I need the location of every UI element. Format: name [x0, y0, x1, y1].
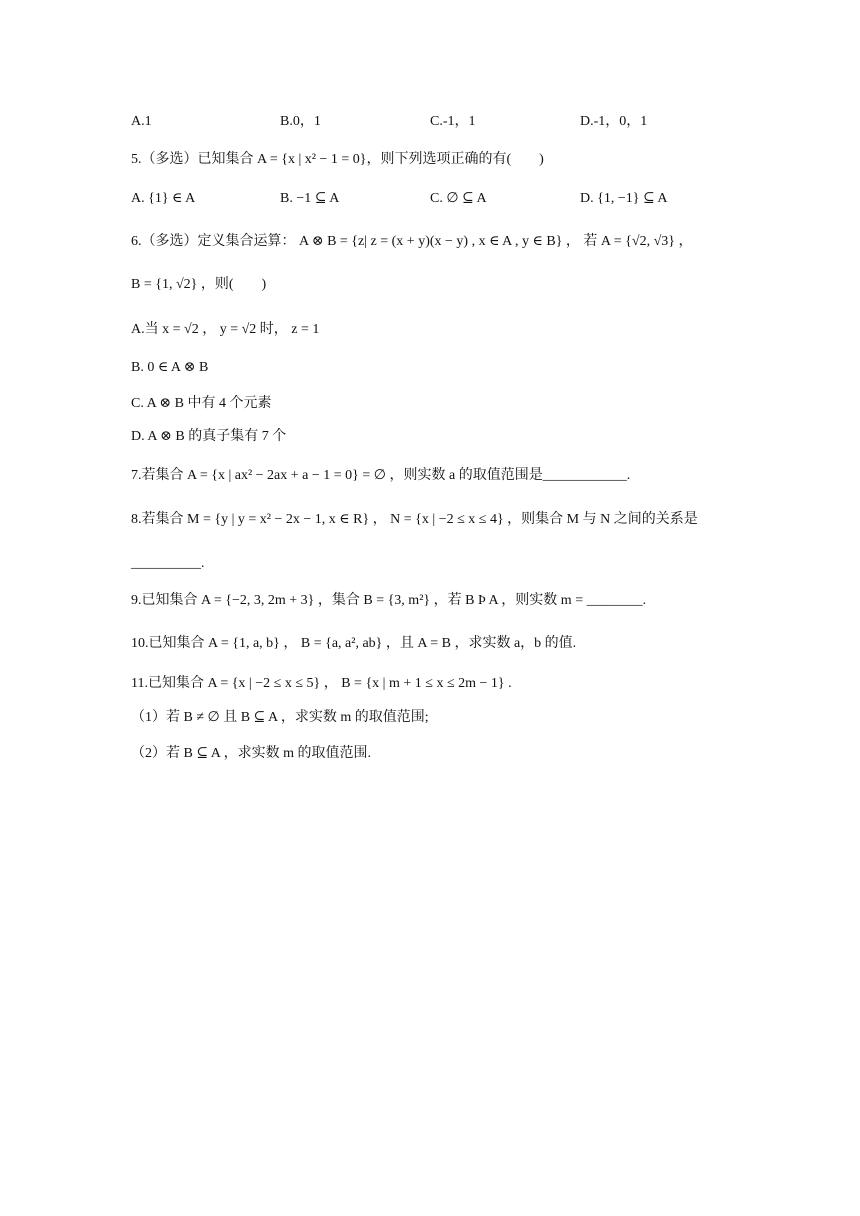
q4-option-b: B.0，1 — [280, 114, 321, 129]
q10-stem: 10.已知集合 A = {1, a, b} ， B = {a, a², ab} ，且 A = B ，求实数 a，b 的值. — [131, 636, 577, 651]
q4-option-c: C.-1，1 — [430, 114, 476, 129]
q5-option-c: C. ∅ ⊆ A — [430, 191, 487, 206]
q5-option-a: A. {1} ∈ A — [131, 191, 196, 206]
q6-stem-line1: 6.（多选）定义集合运算： A ⊗ B = {z| z = (x + y)(x − y) , x ∈ A , y ∈ B} ， 若 A = {√2, √3} ， — [131, 234, 693, 249]
q7-stem: 7.若集合 A = {x | ax² − 2ax + a − 1 = 0} = ∅ ，则实数 a 的取值范围是____________. — [131, 468, 631, 483]
q11-stem: 11.已知集合 A = {x | −2 ≤ x ≤ 5} ， B = {x | m + 1 ≤ x ≤ 2m − 1} . — [131, 676, 512, 691]
q9-stem: 9.已知集合 A = {−2, 3, 2m + 3} ，集合 B = {3, m²} ，若 B Þ A ，则实数 m = ________. — [131, 593, 647, 608]
q5-option-d: D. {1, −1} ⊆ A — [580, 191, 668, 206]
q8-stem-line2: __________. — [131, 556, 205, 571]
q5-option-b: B. −1 ⊆ A — [280, 191, 340, 206]
q4-option-a: A.1 — [131, 114, 152, 129]
q8-stem-line1: 8.若集合 M = {y | y = x² − 2x − 1, x ∈ R} ， N = {x | −2 ≤ x ≤ 4} ，则集合 M 与 N 之间的关系是 — [131, 512, 698, 527]
q6-option-b: B. 0 ∈ A ⊗ B — [131, 360, 209, 375]
q11-part2: （2）若 B ⊆ A ，求实数 m 的取值范围. — [131, 746, 372, 761]
q6-stem-line2: B = {1, √2} ，则( ) — [131, 277, 267, 292]
q5-stem: 5.（多选）已知集合 A = {x | x² − 1 = 0}，则下列选项正确的有( ) — [131, 152, 544, 167]
q4-option-d: D.-1，0，1 — [580, 114, 648, 129]
q6-option-c: C. A ⊗ B 中有 4 个元素 — [131, 396, 272, 411]
q6-option-a: A.当 x = √2 ， y = √2 时， z = 1 — [131, 322, 320, 337]
q6-option-d: D. A ⊗ B 的真子集有 7 个 — [131, 429, 287, 444]
q11-part1: （1）若 B ≠ ∅ 且 B ⊆ A ，求实数 m 的取值范围; — [131, 710, 429, 725]
